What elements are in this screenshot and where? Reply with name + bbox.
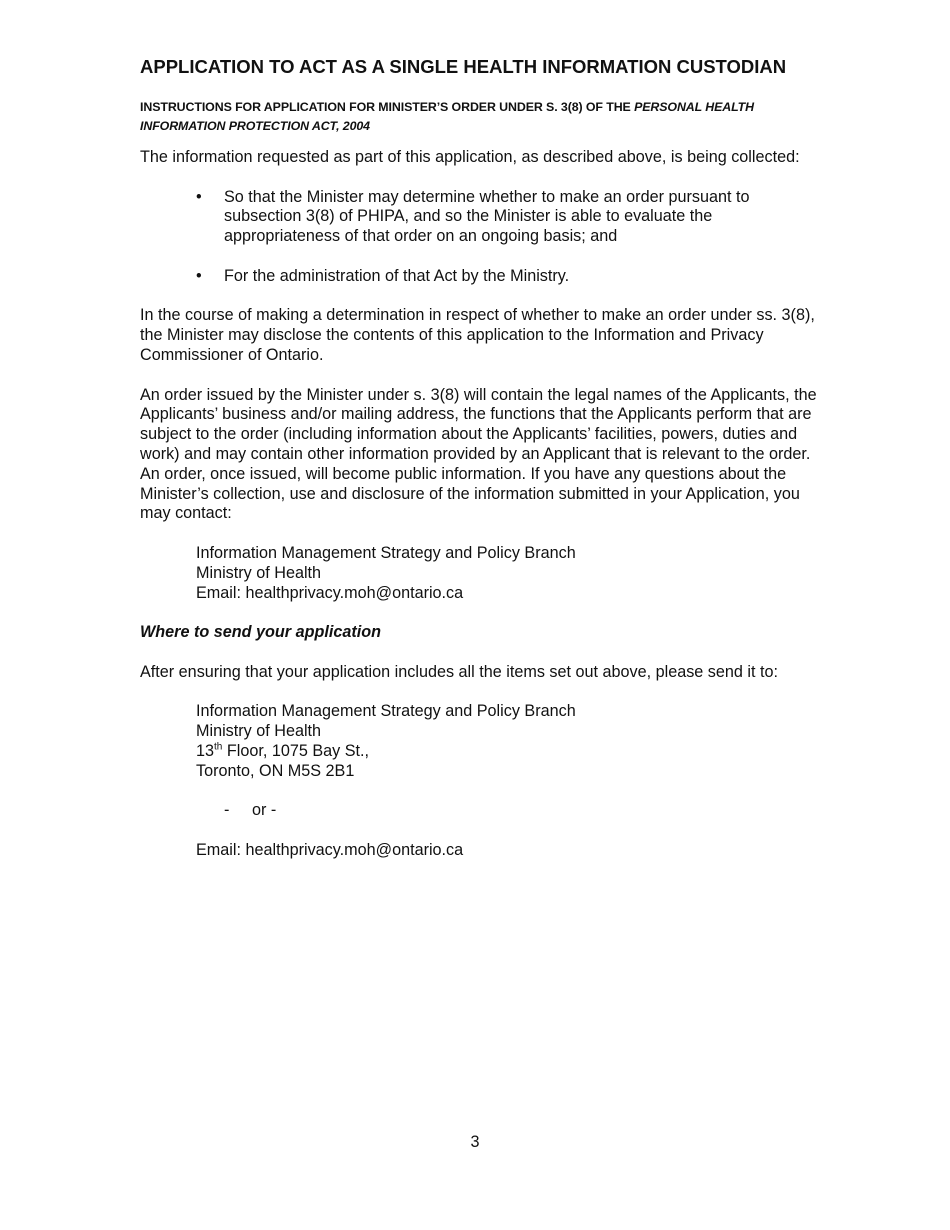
list-item [196, 188, 820, 247]
floor-number: 13 [196, 741, 215, 760]
mailing-branch: Information Management Strategy and Policy Branch [196, 702, 576, 721]
send-heading: Where to send your application [140, 623, 382, 642]
subtitle-act-name-1: PERSONAL HEALTH [634, 100, 754, 114]
bullet-icon: • [196, 266, 202, 285]
subtitle-act-name-2: INFORMATION PROTECTION ACT, 2004 [140, 119, 370, 133]
document-title: APPLICATION TO ACT AS A SINGLE HEALTH INFORMATION CUSTODIAN [140, 56, 787, 77]
list-item [196, 267, 820, 287]
or-separator [224, 801, 820, 821]
document-page [140, 54, 820, 861]
or-dash: - [224, 801, 230, 820]
list-item-text: For the administration of that Act by the Ministry. [224, 266, 570, 285]
alternate-email: Email: healthprivacy.moh@ontario.ca [196, 840, 464, 859]
purpose-list [196, 188, 820, 287]
page-number: 3 [470, 1133, 480, 1151]
mailing-address-block [196, 702, 820, 781]
intro-paragraph: The information requested as part of this application, as described above, is being collected: [140, 148, 800, 166]
contact-ministry: Ministry of Health [196, 563, 322, 582]
order-paragraph: An order issued by the Minister under s. 3(8) will contain the legal names of the Applicants, the Applicants’ business and/or mailing address, the functions that the Applicants perform that are subject to the order (including information about the Applicants’ facilities, powers, duties and work) and may contain other information provided by an Applicant that is relevant to the order. An order, once issued, will become public information. If you have any questions about the Minister’s collection, use and disclosure of the information submitted in your Application, you may contact: [140, 385, 817, 523]
mailing-city: Toronto, ON M5S 2B1 [196, 761, 355, 780]
document-subtitle [140, 98, 820, 136]
contact-block [196, 544, 820, 603]
bullet-icon: • [196, 187, 202, 206]
floor-rest: Floor, 1075 Bay St., [222, 741, 370, 760]
or-text: or - [252, 801, 277, 820]
mailing-street [196, 742, 820, 762]
list-item-text: So that the Minister may determine whether to make an order pursuant to subsection 3(8) of PHIPA, and so the Minister is able to evaluate the appropriateness of that order on an ongoing basis; and [224, 187, 750, 246]
mailing-ministry: Ministry of Health [196, 722, 322, 741]
contact-email: Email: healthprivacy.moh@ontario.ca [196, 583, 464, 602]
contact-branch: Information Management Strategy and Policy Branch [196, 543, 576, 562]
subtitle-plain: INSTRUCTIONS FOR APPLICATION FOR MINISTER’S ORDER UNDER S. 3(8) OF THE [140, 100, 635, 114]
send-intro-paragraph: After ensuring that your application includes all the items set out above, please send it to: [140, 662, 778, 681]
floor-suffix: th [214, 741, 223, 753]
disclosure-paragraph: In the course of making a determination in respect of whether to make an order under ss. 3(8), the Minister may disclose the contents of this application to the Information and Privacy Commissioner of Ontario. [140, 306, 815, 364]
